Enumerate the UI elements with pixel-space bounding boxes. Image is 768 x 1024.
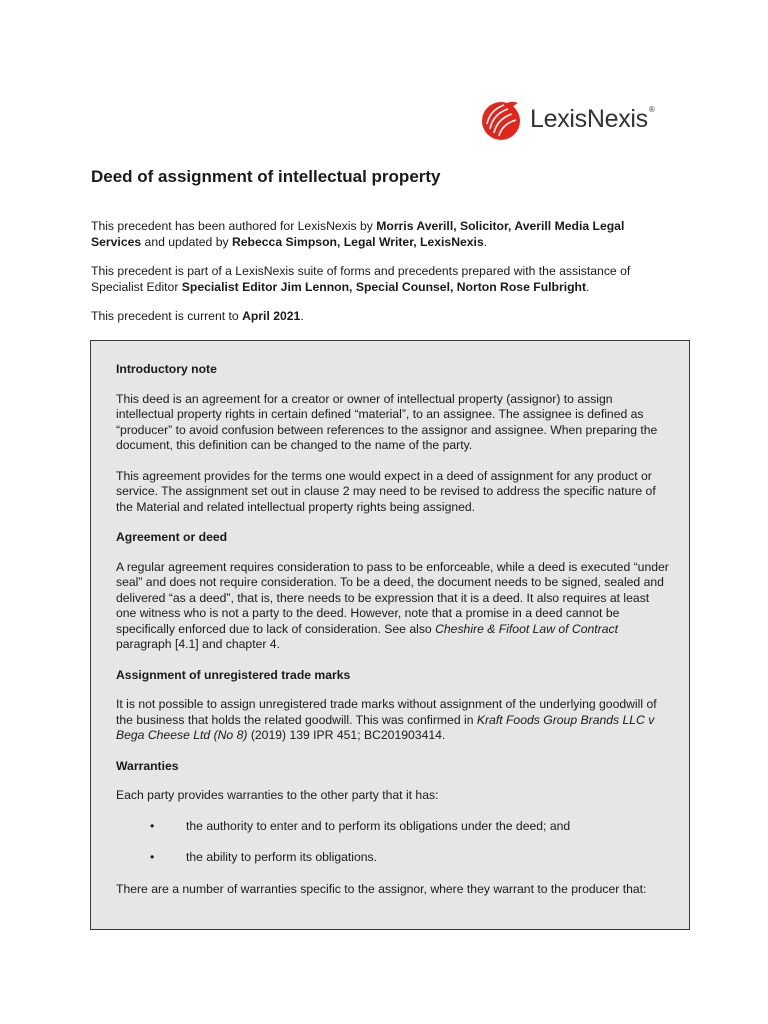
list-item: • the ability to perform its obligations.: [150, 850, 378, 864]
trademark-paragraph: It is not possible to assign unregistered trade marks without assignment of the underlying goodwill of the business that holds the related goodwill. This was confirmed in Kraft Foods Group Brands LLC v Bega Cheese Ltd (No 8) (2019) 139 IPR 451; BC201903414.: [116, 697, 657, 742]
updater-name: Rebecca Simpson, Legal Writer, LexisNexis: [231, 234, 484, 249]
deed-heading: Agreement or deed: [116, 530, 228, 544]
lexisnexis-logo: [478, 96, 654, 142]
trademark-heading: Assignment of unregistered trade marks: [116, 667, 351, 682]
intro-paragraph-1: This deed is an agreement for a creator or owner of intellectual property (assignor) to assign intellectual property rights in certain defined “material”, to an assignee. The assignee is defined as “producer” to avoid confusion between references to the assignor and assignee. When preparing the document, this definition can be changed to the name of the party.: [116, 391, 658, 452]
current-date: April 2021: [242, 309, 301, 323]
intro-paragraph-2: This agreement provides for the terms one would expect in a deed of assignment for any product or service. The assignment set out in clause 2 may need to be revised to address the specific nature of the Material and related intellectual property rights being assigned.: [116, 468, 656, 514]
deed-paragraph: A regular agreement requires consideration to pass to be enforceable, while a deed is executed “under seal” and does not require consideration. To be a deed, the document needs to be signed, sealed and delivered “as a deed”, that is, there needs to be expression that it is a deed. It also requires at least one witness who is not a party to the deed. However, note that a promise in a deed cannot be specifically enforced due to lack of consideration. See also Cheshire & Fifoot Law of Contract paragraph [4.1] and chapter 4.: [116, 559, 669, 651]
case-citation: Kraft Foods Group Brands LLC v Bega Cheese Ltd (No 8): [116, 712, 655, 742]
introductory-note-box: [90, 340, 690, 930]
bullet-icon: •: [150, 850, 155, 864]
bullet-icon: •: [150, 818, 155, 833]
specialist-editor-name: Specialist Editor Jim Lennon, Special Counsel, Norton Rose Fulbright: [181, 279, 587, 294]
deed-citation: Cheshire & Fifoot Law of Contract: [435, 621, 618, 636]
warranties-list: [116, 819, 671, 866]
assignor-warranties-paragraph: There are a number of warranties specific to the assignor, where they warrant to the producer that:: [116, 881, 647, 896]
intro-heading: Introductory note: [116, 362, 217, 376]
warranties-heading: Warranties: [116, 758, 179, 773]
authorship-paragraph: This precedent has been authored for LexisNexis by Morris Averill, Solicitor, Averill Media Legal Services and updated by Rebecca Simpson, Legal Writer, LexisNexis.: [91, 219, 625, 249]
author-name: Morris Averill, Solicitor, Averill Media Legal Services: [91, 219, 625, 249]
document-title: Deed of assignment of intellectual property: [91, 167, 441, 186]
list-item: • the authority to enter and to perform its obligations under the deed; and: [150, 818, 571, 833]
currency-paragraph: This precedent is current to April 2021.: [91, 309, 304, 323]
lexisnexis-emblem-icon: [478, 96, 524, 142]
warranties-paragraph: Each party provides warranties to the other party that it has:: [116, 788, 439, 802]
suite-paragraph: This precedent is part of a LexisNexis suite of forms and precedents prepared with the assistance of Specialist Editor Specialist Editor Jim Lennon, Special Counsel, Norton Rose Fulbright.: [91, 264, 631, 294]
logo-wordmark: LexisNexis®: [530, 104, 655, 133]
